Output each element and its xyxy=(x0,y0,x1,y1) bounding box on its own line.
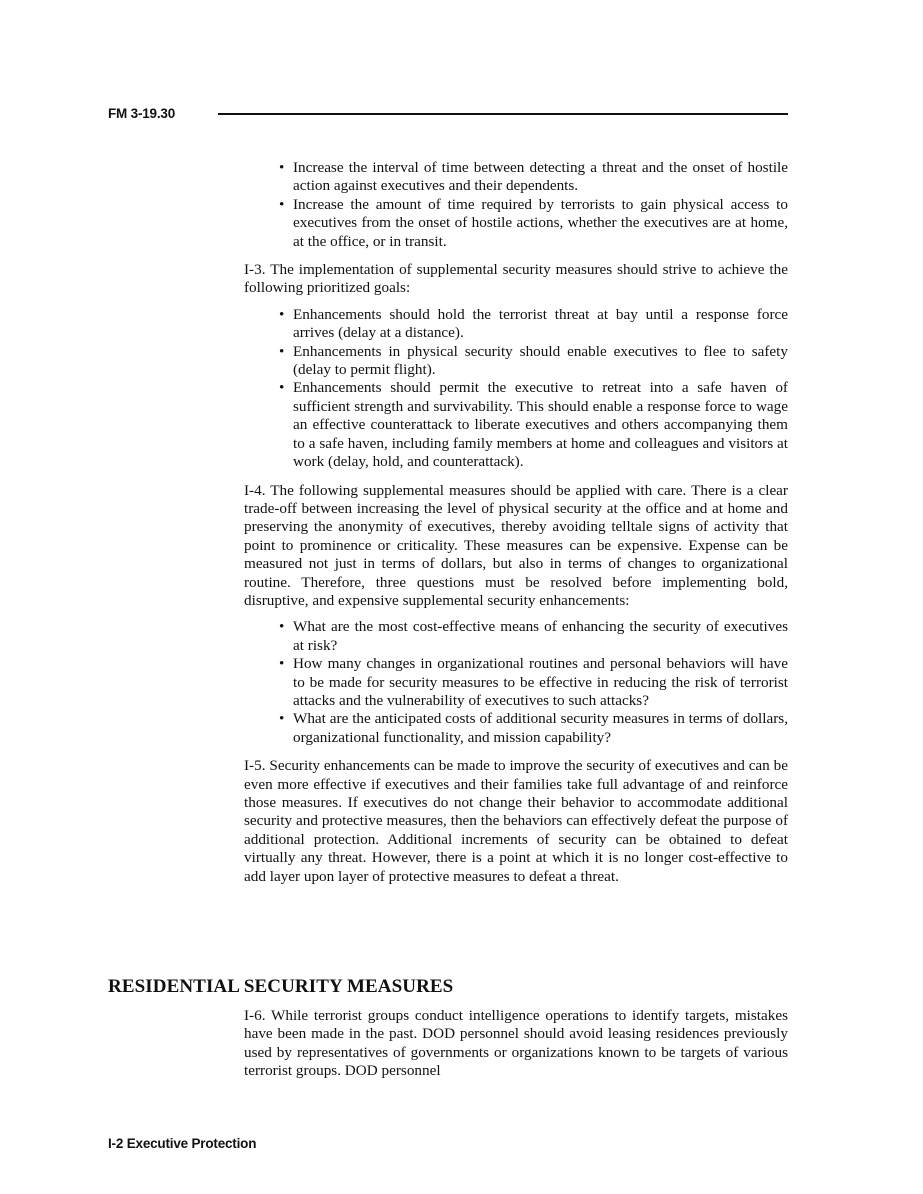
list-item: • Enhancements should permit the executive to retreat into a safe haven of sufficient strength and survivability. This should enable a response force to wage an effective counterattack to liberate executives and others accompanying them to a safe haven, including family members at home and colleagues and visitors at work (delay, hold, and counterattack). xyxy=(293,379,788,471)
page-footer: I-2 Executive Protection xyxy=(108,1136,257,1151)
main-body xyxy=(244,159,788,894)
list-item: • What are the most cost-effective means of enhancing the security of executives at risk? xyxy=(293,618,788,655)
list-item: • What are the anticipated costs of additional security measures in terms of dollars, organizational functionality, and mission capability? xyxy=(293,710,788,747)
list-item: • Increase the amount of time required by terrorists to gain physical access to executives from the onset of hostile actions, whether the executives are at home, at the office, or in transit. xyxy=(293,196,788,251)
paragraph-i4: I-4. The following supplemental measures should be applied with care. There is a clear trade-off between increasing the level of physical security at the office and at home and preserving the anonymity of executives, thereby avoiding telltale signs of activity that point to prominence or criticality. These measures can be expensive. Expense can be measured not just in terms of dollars, but also in terms of changes to organizational routine. Therefore, three questions must be resolved before implementing bold, disruptive, and expensive supplemental security enhancements: xyxy=(244,481,788,609)
paragraph-i5: I-5. Security enhancements can be made to improve the security of executives and can be even more effective if executives and their families take full advantage of and reinforce those measures. If executives do not change their behavior to accommodate additional security and protective measures, then the behaviors can effectively defeat the purpose of additional protection. Additional increments of security can be obtained to defeat virtually any threat. However, there is a point at which it is no longer cost-effective to add layer upon layer of protective measures to defeat a threat. xyxy=(244,757,788,885)
questions-bullet-list xyxy=(244,618,788,747)
paragraph-i3: I-3. The implementation of supplemental security measures should strive to achieve the following prioritized goals: xyxy=(244,261,788,297)
paragraph-i6: I-6. While terrorist groups conduct intelligence operations to identify targets, mistakes have been made in the past. DOD personnel should avoid leasing residences previously used by representatives of governments or organizations known to be targets of various terrorist groups. DOD personnel xyxy=(244,1007,788,1080)
intro-bullet-list xyxy=(244,159,788,251)
list-item: • Increase the interval of time between detecting a threat and the onset of hostile action against executives and their dependents. xyxy=(293,159,788,196)
header-rule xyxy=(218,113,788,115)
list-item: • Enhancements in physical security should enable executives to flee to safety (delay to permit flight). xyxy=(293,343,788,380)
list-item: • How many changes in organizational routines and personal behaviors will have to be made for security measures to be effective in reducing the risk of terrorist attacks and the vulnerability of executives to such attacks? xyxy=(293,655,788,710)
list-item: • Enhancements should hold the terrorist threat at bay until a response force arrives (delay at a distance). xyxy=(293,306,788,343)
document-id: FM 3-19.30 xyxy=(108,106,176,121)
goals-bullet-list xyxy=(244,306,788,472)
section-heading: RESIDENTIAL SECURITY MEASURES xyxy=(108,976,454,997)
section-body xyxy=(244,1007,788,1081)
